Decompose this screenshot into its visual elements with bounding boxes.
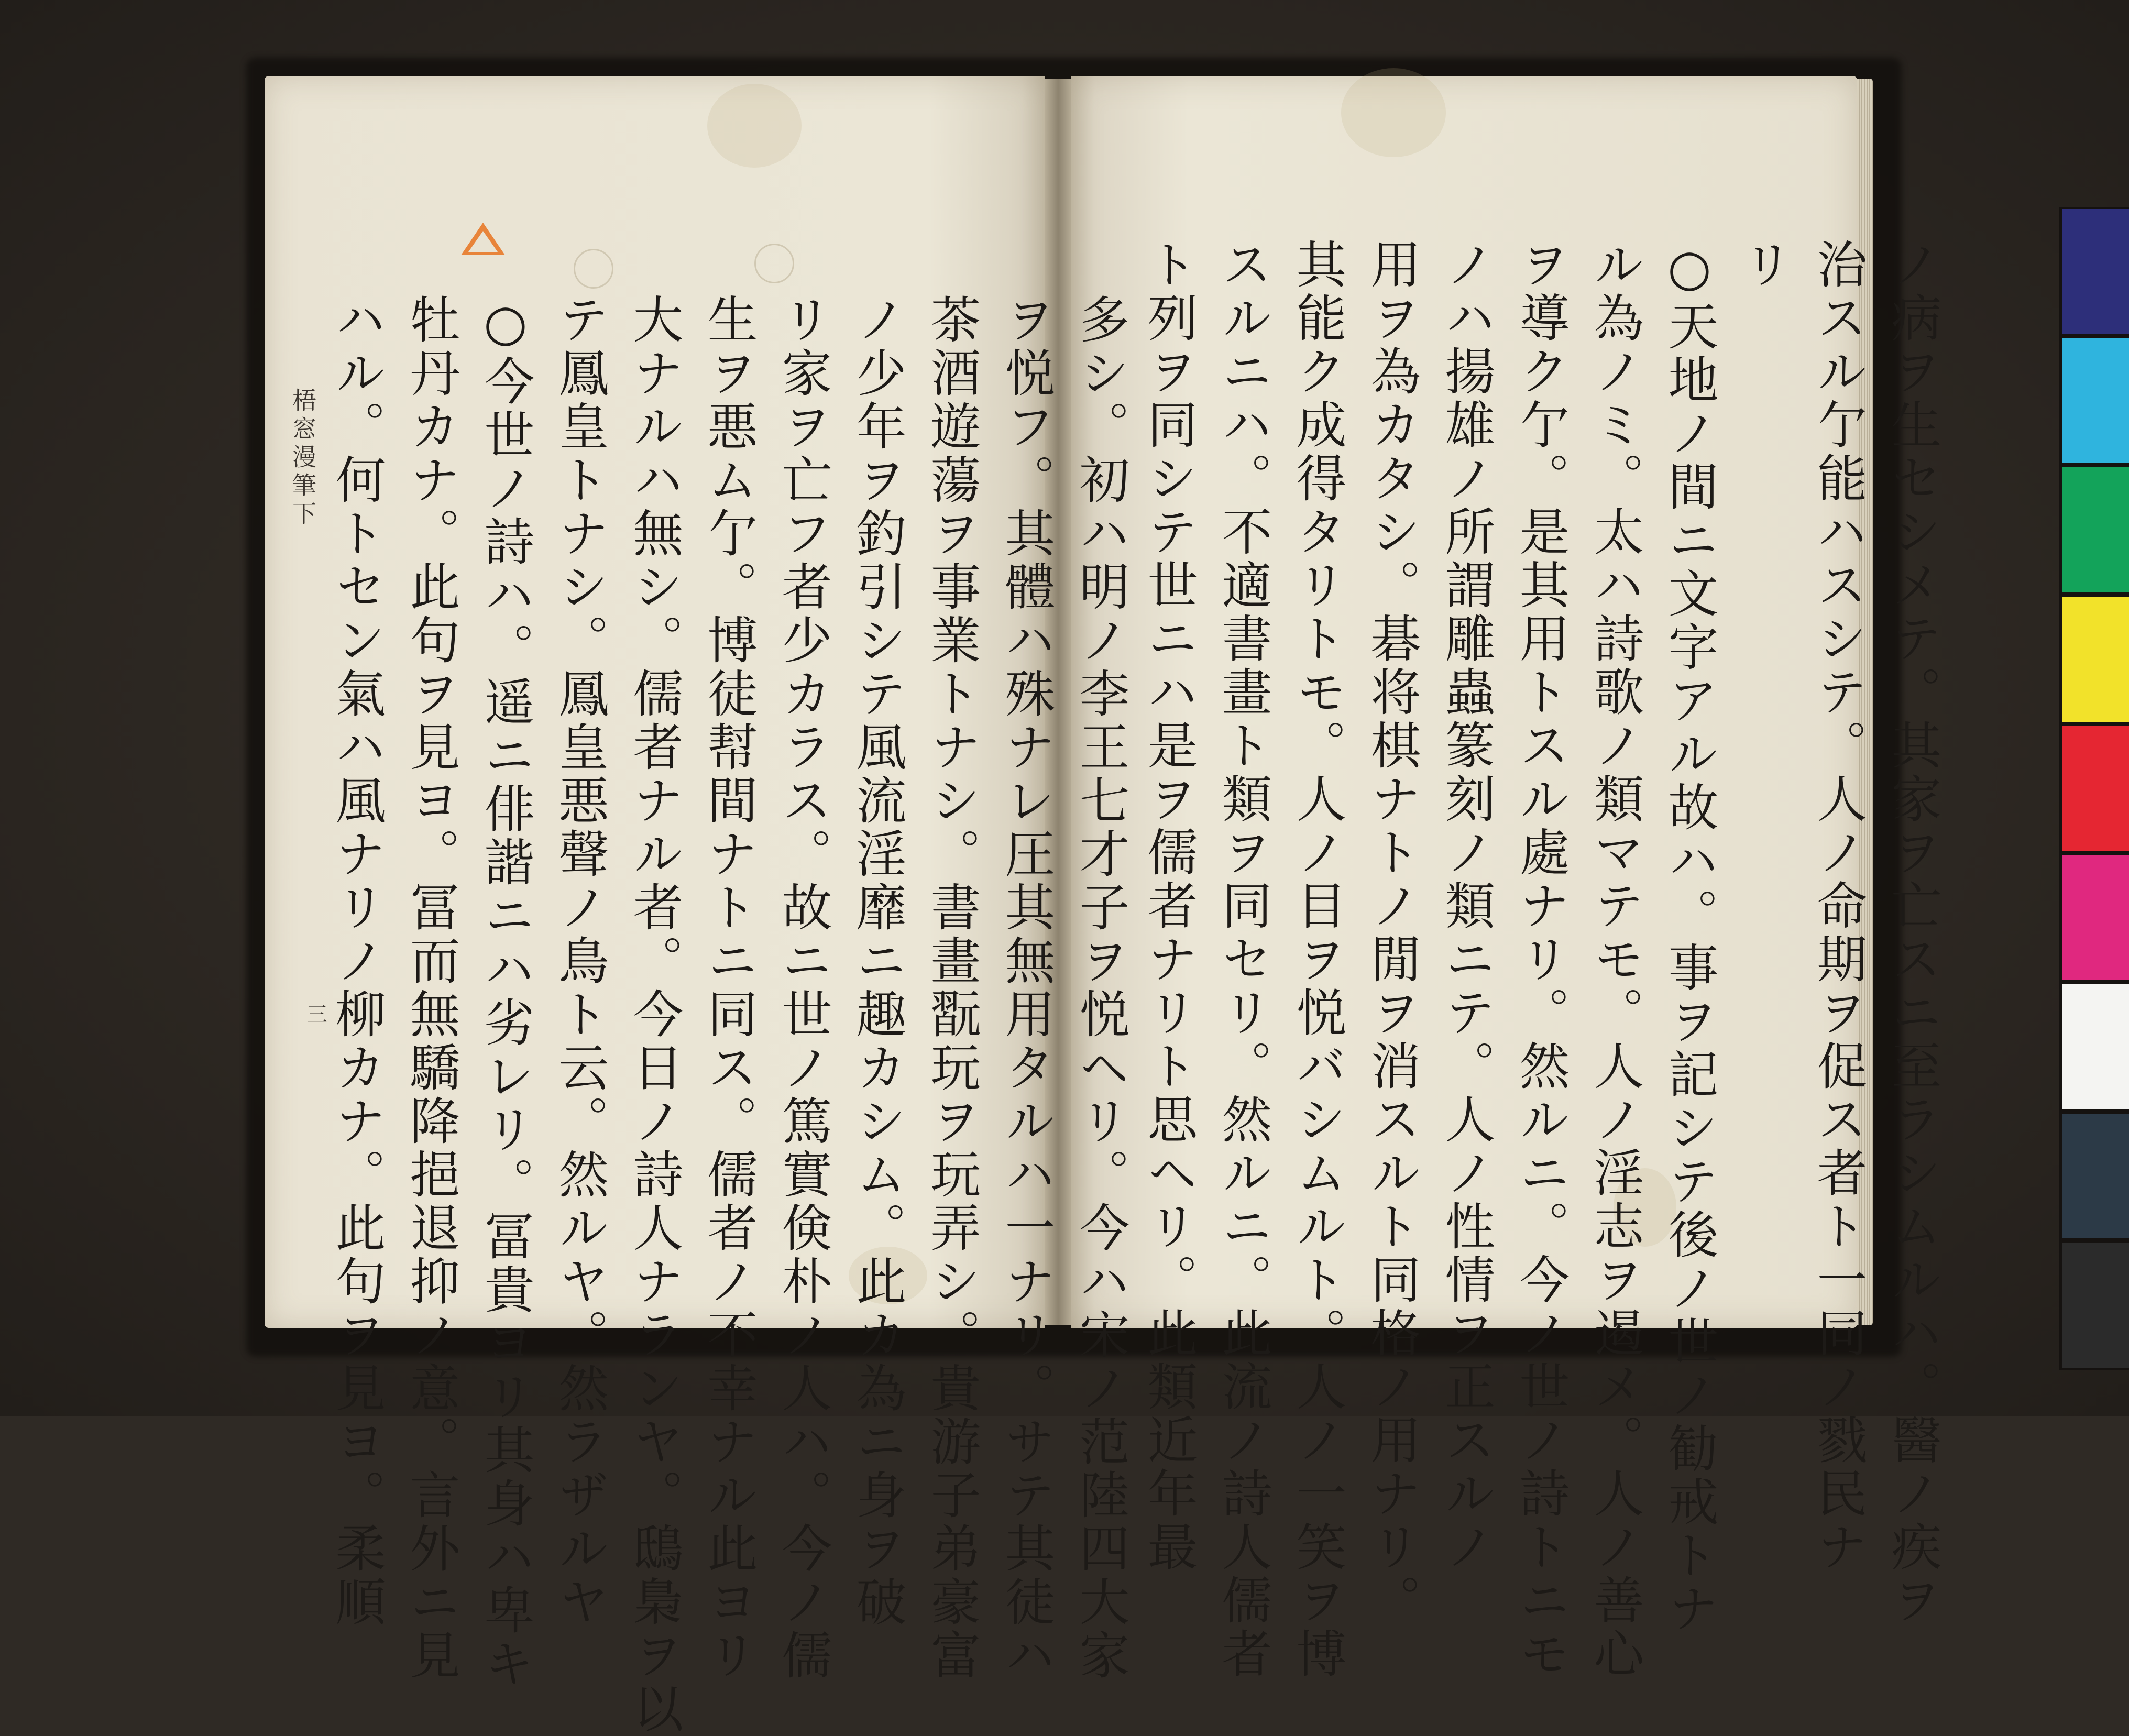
text-column: ヲ導ク亇。是其用トスル處ナリ。然ルニ。今ノ世ノ詩トニモ [1511, 238, 1570, 1681]
text-column: 生ヲ悪ム亇。博徒幇間ナトニ同ス。儒者ノ不幸ナル此ヨリ [699, 293, 758, 1683]
text-column: 大ナルハ無シ。儒者ナル者。今日ノ詩人ナランヤ。鴟梟ヲ以 [625, 293, 684, 1736]
left-page-text [320, 293, 1138, 1736]
text-column: ヲ悦フ。其體ハ殊ナレ圧其無用タルハ一ナリ。サテ其徒ハ [997, 293, 1056, 1683]
text-column: ハル。何トセン氣ハ風ナリノ柳カナ。此句ヲ見ヨ。柔順 [327, 293, 386, 1629]
color-swatch [2062, 209, 2129, 334]
right-page-text [1132, 238, 1950, 1681]
binding-hole [574, 249, 613, 289]
binding-hole [754, 244, 794, 283]
running-title: 梧窓漫筆下 [289, 388, 317, 529]
color-swatch [2062, 338, 2129, 464]
color-swatch [2062, 984, 2129, 1109]
color-swatch [2062, 1114, 2129, 1239]
color-calibration-strip [2059, 207, 2129, 1370]
text-column: ○今世ノ詩ハ。遥ニ俳諧ニハ劣レリ。冨貴ヨリ其身ハ卑キ [476, 293, 535, 1691]
text-column: 茶酒遊蕩ヲ事業トナシ。書畫翫玩ヲ玩弄シ。貴游子弟豪富 [923, 293, 981, 1683]
orange-triangle-mark [461, 223, 505, 255]
text-column: 治スル亇能ハスシテ。人ノ命期ヲ促ス者ト一同ノ戮民ナ [1809, 238, 1868, 1574]
text-column: 其能ク成得タリトモ。人ノ目ヲ悦バシムルト。人ノ一笑ヲ博 [1288, 238, 1347, 1681]
text-column: ノ少年ヲ釣引シテ風流淫靡ニ趣カシム。此カ為ニ身ヲ破 [848, 293, 907, 1629]
text-column: ト列ヲ同シテ世ニハ是ヲ儒者ナリト思ヘリ。此類近年最 [1139, 238, 1198, 1574]
color-swatch [2062, 726, 2129, 851]
paper-stain [1341, 68, 1446, 157]
page-number: 三 [306, 1003, 327, 1027]
text-column: リ [1735, 238, 1793, 292]
text-column: リ家ヲ亡フ者少カラス。故ニ世ノ篤實倹朴ノ人ハ。今ノ儒 [774, 293, 832, 1683]
paper-stain [707, 84, 802, 168]
color-swatch [2062, 1243, 2129, 1368]
text-column: 用ヲ為カタシ。碁将棋ナトノ閒ヲ消スルト同格ノ用ナリ。 [1363, 238, 1421, 1628]
text-column: スルニハ。不適書畫ト類ヲ同セリ。然ルニ。此流ノ詩人儒者 [1214, 238, 1272, 1681]
text-column: ノ病ヲ生セシメテ。其家ヲ亡スニ至ラシムルハ。醫ノ疾ヲ [1883, 238, 1942, 1628]
color-swatch [2062, 597, 2129, 722]
text-column: 多シ。初ハ明ノ李王七才子ヲ悦ヘリ。今ハ宋ノ范陸四大家 [1071, 293, 1130, 1683]
color-swatch [2062, 855, 2129, 980]
text-column: ル為ノミ。太ハ詩歌ノ類マテモ。人ノ淫志ヲ遏メ。人ノ善心 [1586, 238, 1644, 1681]
text-column: 牡丹カナ。此句ヲ見ヨ。冨而無驕降挹退抑ノ意。言外ニ見 [402, 293, 460, 1683]
text-column: テ鳳皇トナシ。鳳皇悪聲ノ鳥ト云。然ルヤ。然ラザルヤ [551, 293, 609, 1629]
text-column: ○天地ノ間ニ文字アル故ハ。事ヲ記シテ後ノ世ノ勧戒トナ [1660, 238, 1719, 1636]
color-swatch [2062, 467, 2129, 592]
text-column: ノハ揚雄ノ所謂雕蟲篆刻ノ類ニテ。人ノ性情ヲ正スルノ [1437, 238, 1496, 1574]
